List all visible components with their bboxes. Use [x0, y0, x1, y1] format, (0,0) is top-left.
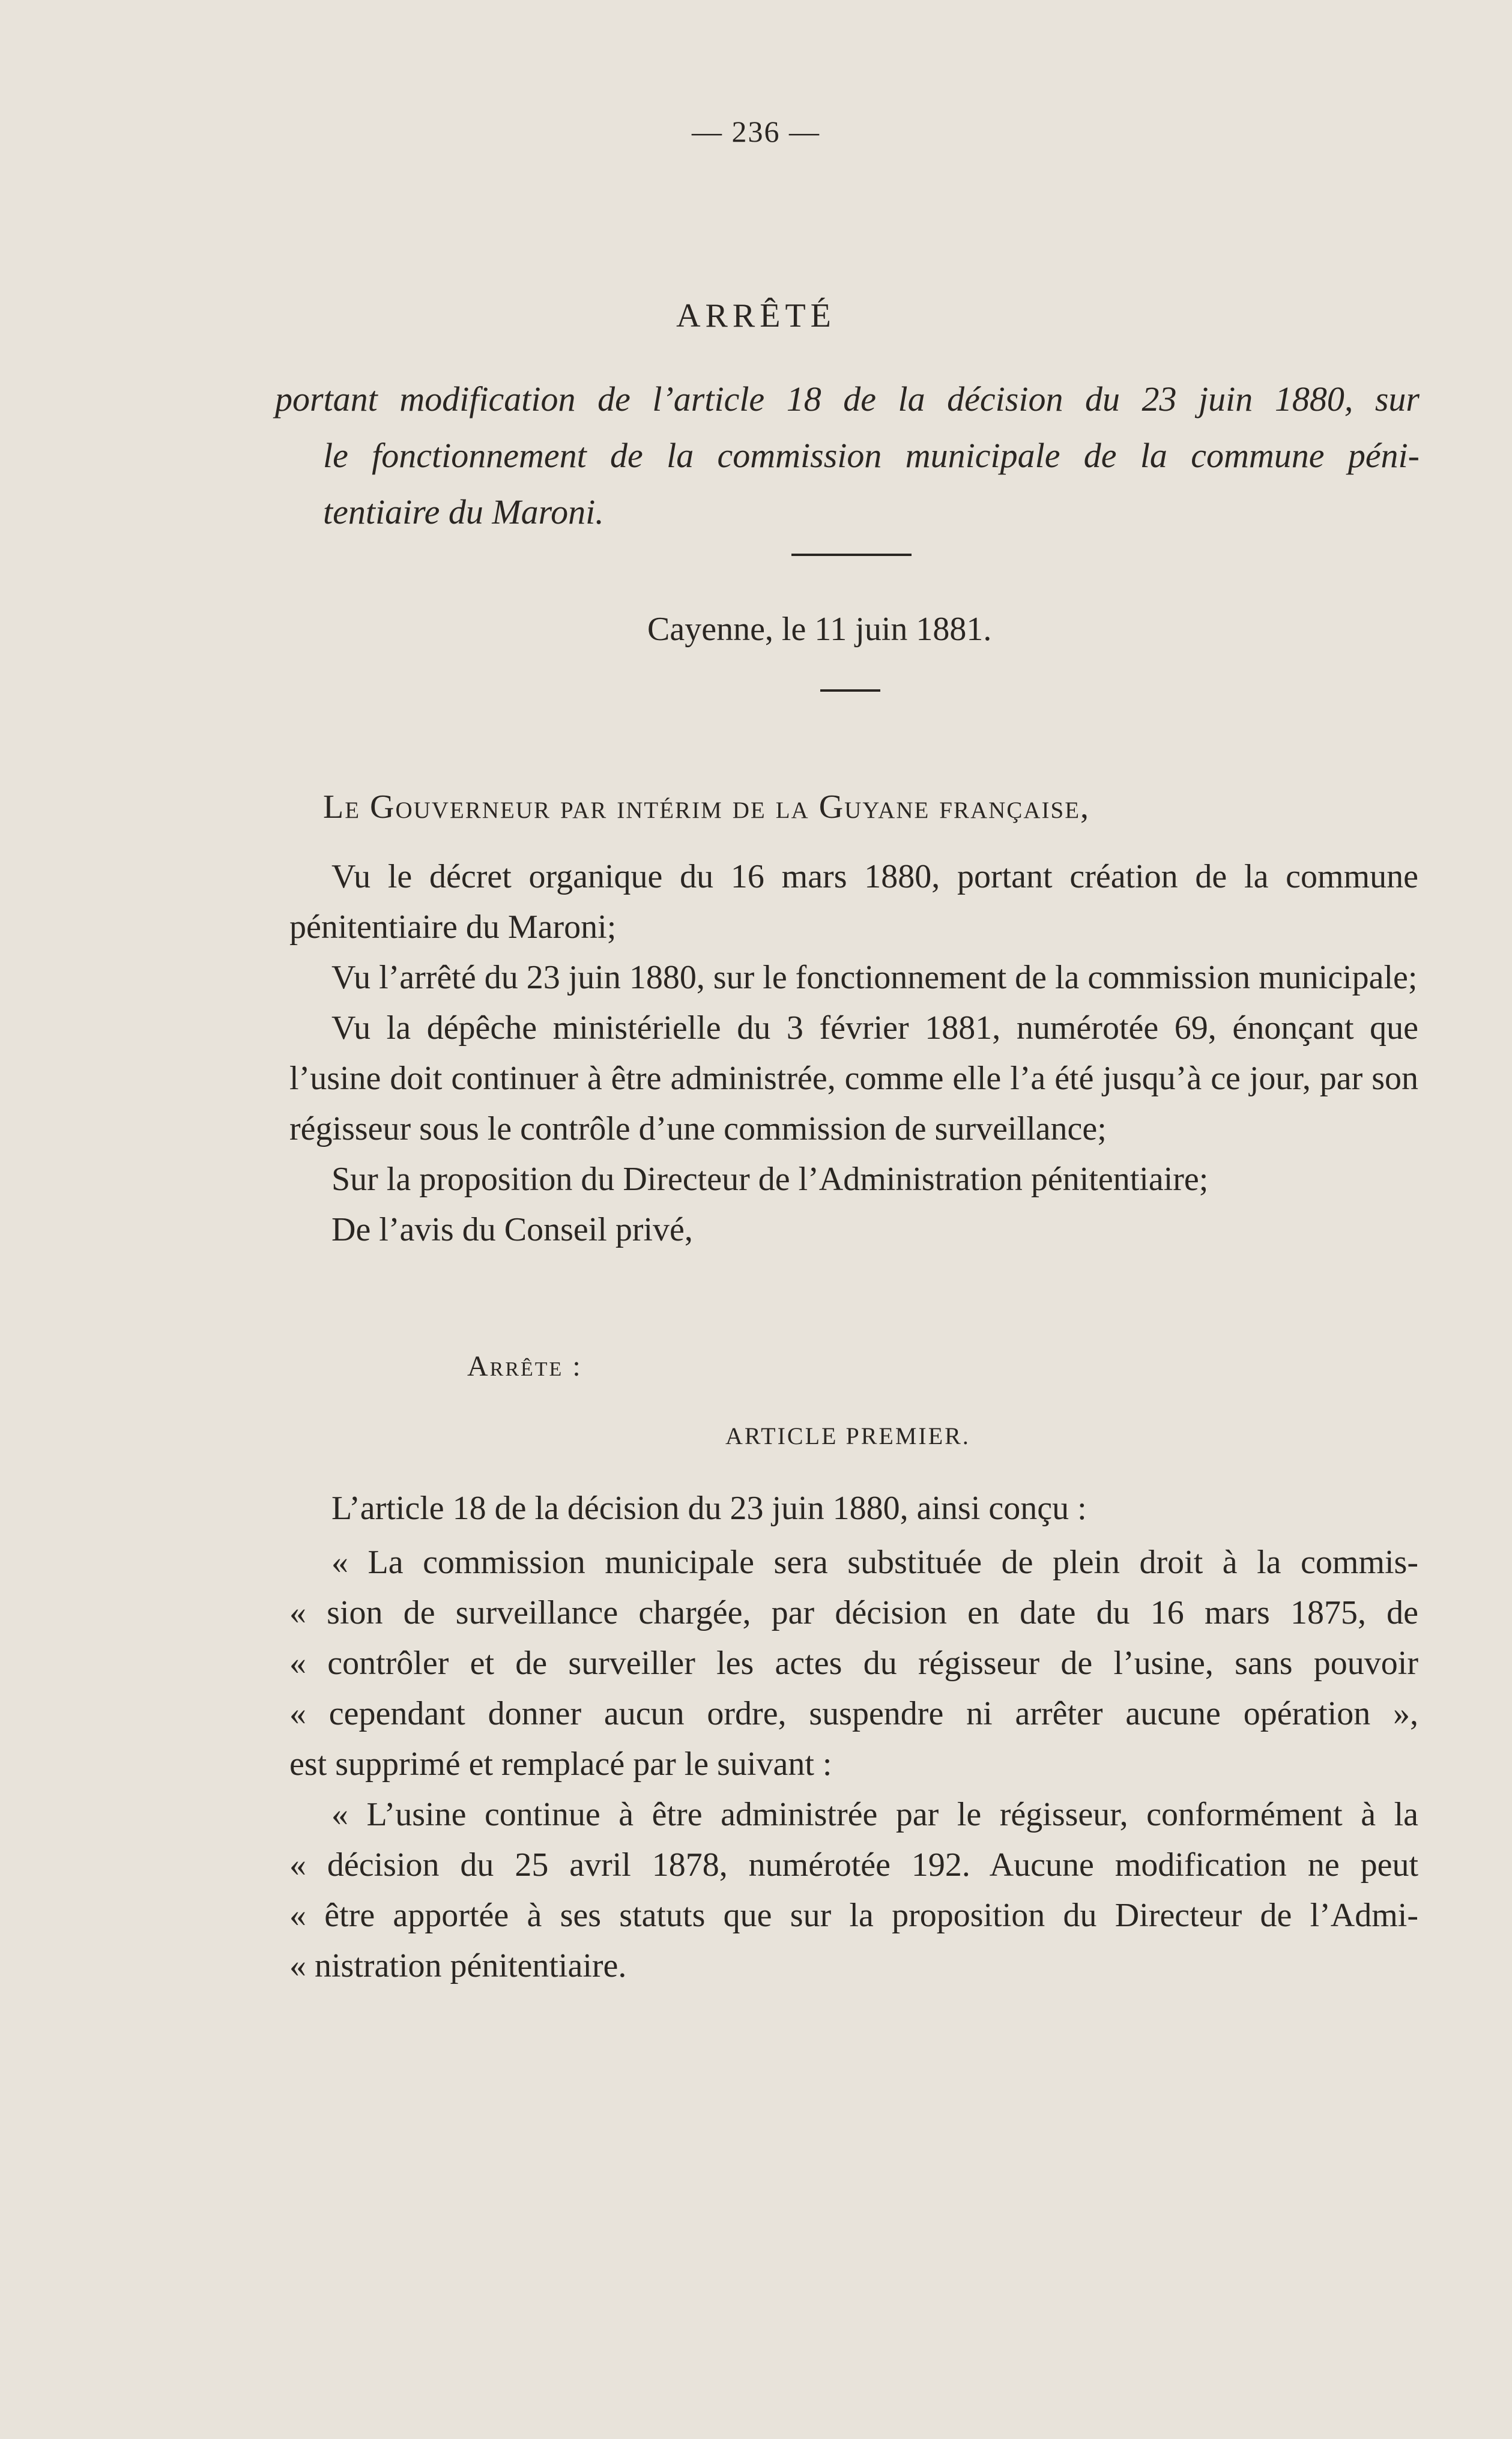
- consideration-decret: Vu le décret organique du 16 mars 1880, portant création de la commune pénitentiaire du Maroni;: [289, 858, 1418, 946]
- quote-2-line: « nistration pénitentiaire.: [289, 1947, 627, 1984]
- quote-1-line: « cependant donner aucun ordre, suspendre ni arrêter aucune opération »,: [289, 1695, 1418, 1732]
- quote-1-line: « La commission municipale sera substituée de plein droit à la commis-: [331, 1544, 1418, 1581]
- consideration-conseil: De l’avis du Conseil privé,: [331, 1211, 693, 1248]
- article-heading: ARTICLE PREMIER.: [725, 1422, 970, 1449]
- considerations: [289, 851, 1418, 1255]
- arrete-label: Arrête :: [467, 1350, 582, 1382]
- page-number: — 236 —: [692, 115, 820, 148]
- quote-1-line: « sion de surveillance chargée, par décision en date du 16 mars 1875, de: [289, 1594, 1418, 1631]
- subtitle-line-2: le fonctionnement de la commission municipale de la commune péni-: [323, 436, 1420, 475]
- subtitle-line-3: tentiaire du Maroni.: [323, 492, 604, 531]
- quote-2-line: « être apportée à ses statuts que sur la proposition du Directeur de l’Admi-: [289, 1897, 1418, 1934]
- governor-heading: [323, 788, 1090, 826]
- separator-rule: [791, 554, 912, 556]
- governor-territory: Guyane française,: [818, 788, 1090, 826]
- dateline: Cayenne, le 11 juin 1881.: [647, 611, 992, 648]
- separator-rule-short: [820, 689, 880, 692]
- quote-2-line: « décision du 25 avril 1878, numérotée 192. Aucune modification ne peut: [289, 1846, 1418, 1884]
- document-title: ARRÊTÉ: [676, 297, 836, 334]
- consideration-depeche: Vu la dépêche ministérielle du 3 février 1881, numérotée 69, énonçant que l’usine doit continuer à être administrée, comme elle l’a été jusqu’à ce jour, par son régisseur sous le contrôle d’une commission de surveillance;: [289, 1009, 1418, 1147]
- document-subtitle: [275, 371, 1420, 540]
- consideration-arrete: Vu l’arrêté du 23 juin 1880, sur le fonctionnement de la commission municipale;: [331, 959, 1418, 996]
- article-intro: L’article 18 de la décision du 23 juin 1880, ainsi conçu :: [331, 1490, 1087, 1527]
- article-body: [289, 1483, 1418, 1991]
- governor-title: Gouverneur par intérim de la: [370, 788, 809, 826]
- subtitle-line-1: portant modification de l’article 18 de la décision du 23 juin 1880, sur: [275, 379, 1420, 419]
- governor-le: Le: [323, 788, 361, 826]
- consideration-proposition: Sur la proposition du Directeur de l’Administration pénitentiaire;: [331, 1161, 1209, 1198]
- quote-1-line: « contrôler et de surveiller les actes du régisseur de l’usine, sans pouvoir: [289, 1645, 1418, 1682]
- replacement-line: est supprimé et remplacé par le suivant :: [289, 1745, 832, 1783]
- quote-2-line: « L’usine continue à être administrée par le régisseur, conformément à la: [331, 1796, 1418, 1833]
